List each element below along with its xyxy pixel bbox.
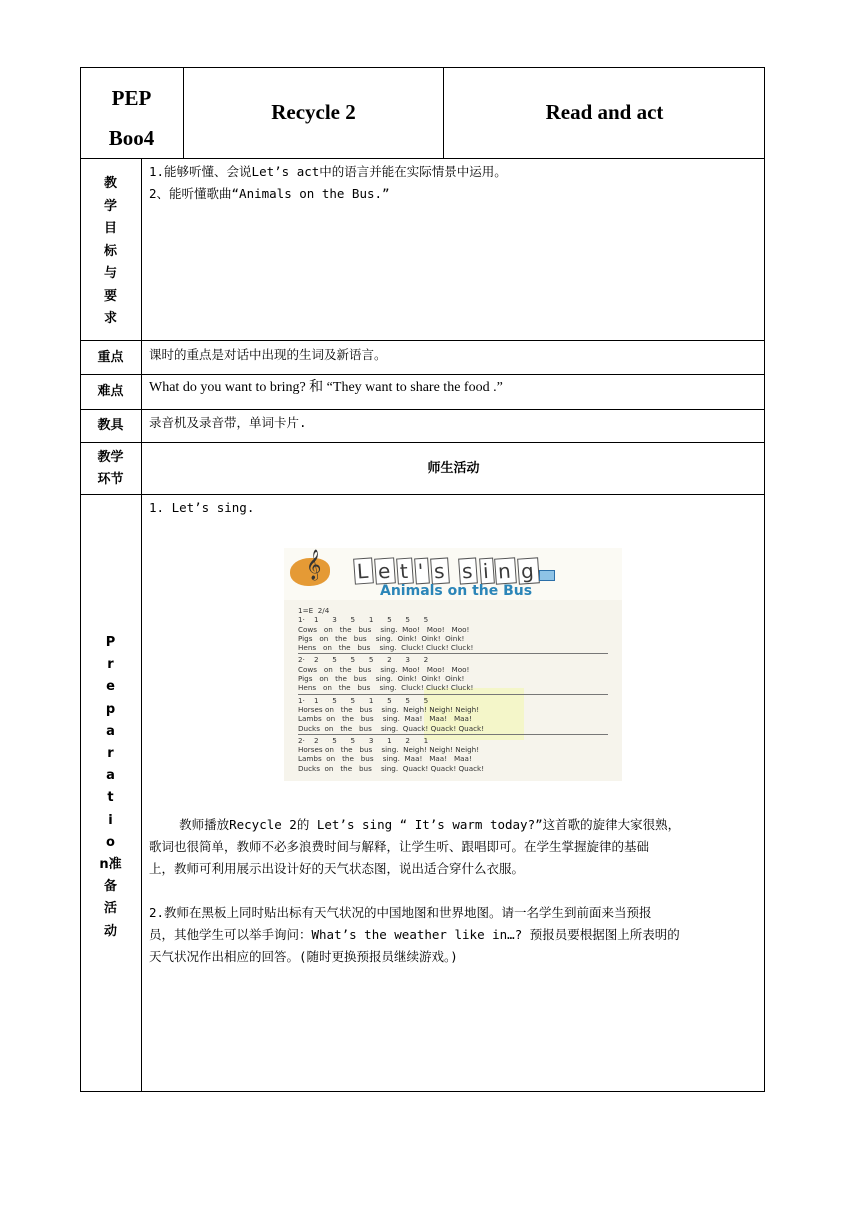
row-divider bbox=[80, 340, 765, 341]
book-line1: PEP bbox=[111, 86, 152, 110]
preparation-label-char: a bbox=[106, 768, 115, 784]
objectives-label-char: 要 bbox=[103, 288, 117, 304]
key-point-label: 重点 bbox=[97, 350, 124, 365]
row-divider bbox=[80, 494, 765, 495]
para1-line1: 教师播放Recycle 2的 Let’s sing “ It’s warm today?”这首歌的旋律大家很熟， bbox=[149, 817, 681, 832]
objectives-label-char: 学 bbox=[103, 198, 117, 214]
cassette-icon bbox=[539, 570, 555, 581]
lesson-title: Read and act bbox=[545, 100, 664, 124]
lyric-row: Lambs on the bus sing. Maa! Maa! Maa! bbox=[298, 754, 472, 764]
para2-line2: 员，其他学生可以举手询问：What’s the weather like in…? 预报员要根据图上所表明的 bbox=[149, 927, 680, 942]
song-key: 1=E 2/4 bbox=[298, 606, 330, 615]
banner-letter: ' bbox=[414, 558, 429, 585]
unit-title: Recycle 2 bbox=[271, 100, 356, 124]
preparation-label-char: 活 bbox=[103, 901, 117, 917]
notation-row: 2· 2 5 5 5 2 3 2 bbox=[298, 655, 429, 665]
key-point-text: 课时的重点是对话中出现的生词及新语言。 bbox=[149, 347, 387, 362]
banner-letter: s bbox=[458, 557, 478, 584]
aids-label: 教具 bbox=[97, 418, 124, 433]
lyric-row: Pigs on the bus sing. Oink! Oink! Oink! bbox=[298, 674, 465, 684]
col-divider bbox=[141, 158, 142, 1092]
preparation-label-char: e bbox=[106, 679, 115, 695]
steps-label bbox=[80, 447, 141, 491]
para2-line1: 2.教师在黑板上同时贴出标有天气状况的中国地图和世界地图。请一名学生到前面来当预报 bbox=[149, 905, 652, 920]
preparation-label-char: i bbox=[108, 812, 113, 828]
preparation-label-char: o bbox=[106, 834, 115, 850]
objectives-label-char: 标 bbox=[103, 243, 117, 259]
song-banner bbox=[354, 558, 541, 584]
banner-letter: g bbox=[517, 557, 539, 584]
preparation-label-char: n准 bbox=[99, 857, 122, 873]
para1-line2: 歌词也很简单，教师不必多浪费时间与解释，让学生听、跟唱即可。在学生掌握旋律的基础 bbox=[149, 839, 650, 854]
book-line2: Boo4 bbox=[108, 126, 155, 150]
preparation-label-char: 动 bbox=[103, 923, 117, 939]
staff-line bbox=[298, 734, 608, 735]
objectives-label-char: 教 bbox=[103, 176, 117, 191]
row-divider bbox=[80, 158, 765, 159]
song-score bbox=[298, 606, 608, 773]
notation-row: 2· 2 5 5 3 1 2 1 bbox=[298, 735, 429, 745]
lyric-row: Ducks on the bus sing. Quack! Quack! Quack! bbox=[298, 763, 485, 773]
banner-letter: e bbox=[374, 557, 396, 584]
objectives-text bbox=[149, 161, 759, 205]
row-divider bbox=[80, 409, 765, 410]
preparation-label-char: r bbox=[107, 657, 114, 673]
prep-paragraph-1 bbox=[149, 814, 759, 880]
book-label bbox=[80, 78, 183, 158]
staff-line bbox=[298, 653, 608, 654]
preparation-label-char: p bbox=[105, 701, 116, 717]
song-title: Animals on the Bus bbox=[380, 583, 533, 599]
preparation-label-char: t bbox=[107, 790, 114, 806]
objectives-label bbox=[80, 173, 141, 331]
staff-line bbox=[298, 694, 608, 695]
banner-letter: L bbox=[353, 557, 374, 584]
prep-item-1: 1. Let’s sing. bbox=[149, 500, 255, 515]
preparation-label-char: 备 bbox=[103, 879, 117, 895]
para1-line3: 上，教师可利用展示出设计好的天气状态图，说出适合穿什么衣服。 bbox=[149, 861, 525, 876]
banner-letter: n bbox=[494, 557, 516, 584]
preparation-label-char: r bbox=[107, 746, 114, 762]
notation-row: 1· 1 5 5 1 5 5 5 bbox=[298, 695, 429, 705]
aids-text: 录音机及录音带，单词卡片. bbox=[149, 415, 307, 430]
banner-letter: t bbox=[397, 557, 415, 584]
banner-letter: i bbox=[479, 558, 494, 585]
lyric-row: Hens on the bus sing. Cluck! Cluck! Cluck! bbox=[298, 643, 474, 653]
lyric-row: Cows on the bus sing. Moo! Moo! Moo! bbox=[298, 624, 470, 634]
notation-row: 1· 1 3 5 1 5 5 5 bbox=[298, 615, 429, 625]
objective-2: 2、能听懂歌曲“Animals on the Bus.” bbox=[149, 186, 390, 201]
lyric-row: Lambs on the bus sing. Maa! Maa! Maa! bbox=[298, 714, 472, 724]
lyric-row: Cows on the bus sing. Moo! Moo! Moo! bbox=[298, 664, 470, 674]
banner-letter: s bbox=[430, 557, 450, 584]
steps-label-line1: 教学 bbox=[97, 450, 124, 465]
steps-heading: 师生活动 bbox=[427, 461, 480, 476]
lyric-row: Ducks on the bus sing. Quack! Quack! Quack! bbox=[298, 723, 485, 733]
prep-paragraph-2 bbox=[149, 902, 759, 968]
song-rows bbox=[298, 615, 608, 773]
difficulty-label: 难点 bbox=[97, 384, 124, 399]
para2-line3: 天气状况作出相应的回答。(随时更换预报员继续游戏。) bbox=[149, 949, 458, 964]
difficulty-text: What do you want to bring? 和 “They want to share the food .” bbox=[149, 380, 503, 395]
steps-label-line2: 环节 bbox=[97, 472, 124, 487]
lyric-row: Hens on the bus sing. Cluck! Cluck! Cluck! bbox=[298, 683, 474, 693]
objectives-label-char: 与 bbox=[103, 266, 117, 281]
row-divider bbox=[80, 374, 765, 375]
objective-1: 1.能够听懂、会说Let’s act中的语言并能在实际情景中运用。 bbox=[149, 164, 507, 179]
preparation-label-char: P bbox=[105, 635, 116, 650]
preparation-label bbox=[80, 632, 141, 943]
lyric-row: Horses on the bus sing. Neigh! Neigh! Neigh! bbox=[298, 704, 480, 714]
music-note-icon: 𝄞 bbox=[306, 550, 322, 580]
lyric-row: Pigs on the bus sing. Oink! Oink! Oink! bbox=[298, 633, 465, 643]
lyric-row: Horses on the bus sing. Neigh! Neigh! Neigh! bbox=[298, 745, 480, 755]
song-image bbox=[284, 548, 622, 781]
objectives-label-char: 目 bbox=[103, 221, 117, 236]
objectives-label-char: 求 bbox=[103, 311, 117, 326]
preparation-label-char: a bbox=[106, 723, 115, 739]
